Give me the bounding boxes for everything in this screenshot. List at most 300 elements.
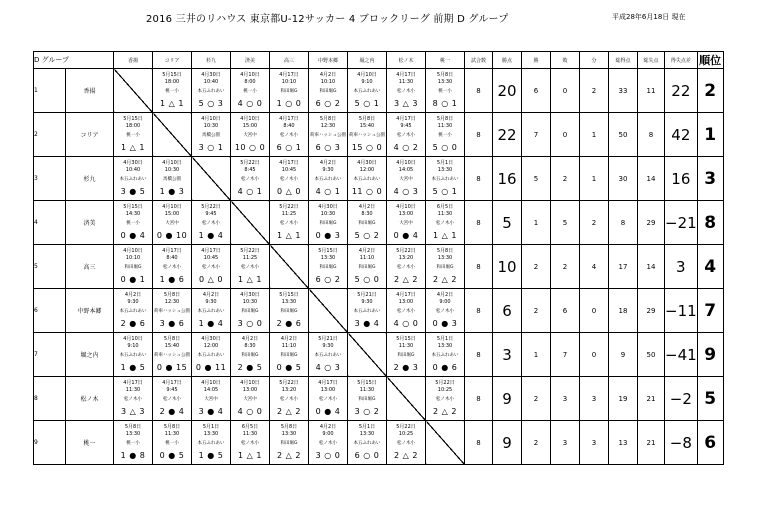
- match-venue: 桃一小: [165, 89, 179, 94]
- match-date: 4月2日: [358, 204, 376, 210]
- match-time: 10:45: [281, 167, 297, 173]
- draw-value: 3: [580, 377, 609, 421]
- match-time: 10:25: [398, 431, 414, 437]
- match-date: 4月2日: [319, 160, 337, 166]
- rank-value: 6: [697, 421, 723, 465]
- match-score: 1 ● 8: [120, 451, 146, 460]
- league-table: [33, 51, 724, 465]
- opp-header: 中野本郷: [309, 52, 348, 69]
- group-header: D グループ: [34, 52, 114, 69]
- match-date: 5月22日: [240, 248, 260, 254]
- goals-against-value: 14: [638, 245, 665, 289]
- match-cell: [309, 113, 348, 157]
- match-time: 13:00: [320, 387, 336, 393]
- match-venue: 松ノ木小: [436, 221, 454, 226]
- match-date: 5月15日: [396, 336, 416, 342]
- match-cell: [192, 69, 231, 113]
- rank-header: 順位: [697, 52, 723, 69]
- match-venue: 桃一小: [126, 221, 140, 226]
- team-name: コリア: [66, 113, 114, 157]
- points-value: 9: [493, 377, 522, 421]
- match-time: 12:00: [203, 343, 219, 349]
- match-score: 6 ○ 1: [276, 143, 302, 152]
- match-cell: [114, 289, 153, 333]
- match-date: 4月30日: [201, 336, 221, 342]
- match-score: 4 ○ 2: [393, 143, 419, 152]
- match-cell: [387, 201, 426, 245]
- win-value: 1: [522, 333, 551, 377]
- opp-header: 堀之内: [348, 52, 387, 69]
- win-value: 5: [522, 157, 551, 201]
- match-score: 1 △ 1: [433, 231, 457, 240]
- match-date: 4月10日: [240, 72, 260, 78]
- match-date: 5月8日: [163, 292, 181, 298]
- goals-for-header: 総得点: [609, 52, 638, 69]
- match-date: 5月22日: [435, 380, 455, 386]
- match-date: 5月22日: [396, 248, 416, 254]
- match-time: 13:20: [281, 387, 297, 393]
- match-venue: 松ノ木小: [319, 441, 337, 446]
- match-date: 5月8日: [436, 116, 454, 122]
- goals-against-value: 21: [638, 377, 665, 421]
- win-value: 6: [522, 69, 551, 113]
- match-time: 11:30: [437, 211, 453, 217]
- match-date: 5月15日: [357, 380, 377, 386]
- match-time: 8:45: [244, 167, 256, 173]
- match-date: 6月5日: [436, 204, 454, 210]
- match-time: 13:30: [125, 431, 141, 437]
- match-time: 9:45: [400, 123, 412, 129]
- table-row: [34, 157, 724, 201]
- table-row: [34, 333, 724, 377]
- rank-value: 5: [697, 377, 723, 421]
- match-time: 9:30: [205, 299, 217, 305]
- match-score: 2 △ 2: [277, 407, 301, 416]
- match-score: 2 ● 5: [237, 363, 263, 372]
- match-time: 13:20: [398, 255, 414, 261]
- match-date: 4月17日: [396, 116, 416, 122]
- played-value: 8: [465, 113, 493, 157]
- match-score: 5 ○ 0: [432, 143, 458, 152]
- match-date: 4月2日: [319, 72, 337, 78]
- match-venue: 松ノ木小: [397, 265, 415, 270]
- match-date: 4月10日: [240, 116, 260, 122]
- match-venue: 桃一小: [126, 441, 140, 446]
- rank-value: 9: [697, 333, 723, 377]
- match-venue: 松ノ木小: [241, 177, 259, 182]
- goals-for-value: 30: [609, 157, 638, 201]
- table-row: [34, 245, 724, 289]
- played-value: 8: [465, 201, 493, 245]
- self-match-cell: [231, 201, 270, 245]
- team-number: 4: [34, 201, 66, 245]
- match-cell: [426, 333, 465, 377]
- as-of-date: 平成28年6月18日 現在: [612, 13, 686, 21]
- match-cell: [270, 421, 309, 465]
- team-number: 1: [34, 69, 66, 113]
- rank-value: 7: [697, 289, 723, 333]
- table-row: [34, 201, 724, 245]
- loss-value: 2: [551, 157, 580, 201]
- match-date: 5月8日: [436, 248, 454, 254]
- goals-for-value: 18: [609, 289, 638, 333]
- match-venue: 松ノ木小: [436, 309, 454, 314]
- goals-against-value: 29: [638, 201, 665, 245]
- match-time: 9:00: [439, 299, 451, 305]
- match-time: 8:40: [283, 123, 295, 129]
- match-cell: [387, 421, 426, 465]
- opp-header: 桃一: [426, 52, 465, 69]
- match-time: 13:30: [437, 167, 453, 173]
- match-time: 9:30: [127, 299, 139, 305]
- match-date: 4月30日: [318, 204, 338, 210]
- match-score: 4 ○ 1: [315, 187, 341, 196]
- table-row: [34, 421, 724, 465]
- points-header: 勝点: [493, 52, 522, 69]
- points-value: 5: [493, 201, 522, 245]
- match-venue: 本五ふれあい: [431, 177, 459, 182]
- match-cell: [309, 69, 348, 113]
- match-date: 4月17日: [201, 248, 221, 254]
- match-cell: [153, 157, 192, 201]
- match-score: 1 ● 3: [159, 187, 185, 196]
- opp-header: コリア: [153, 52, 192, 69]
- match-venue: 松ノ木小: [319, 397, 337, 402]
- match-score: 0 ● 6: [432, 363, 458, 372]
- points-value: 10: [493, 245, 522, 289]
- match-time: 9:30: [361, 299, 373, 305]
- match-time: 10:30: [320, 211, 336, 217]
- match-time: 13:30: [281, 431, 297, 437]
- match-time: 12:00: [359, 167, 375, 173]
- goals-for-value: 9: [609, 333, 638, 377]
- match-cell: [348, 289, 387, 333]
- draw-value: 0: [580, 289, 609, 333]
- match-time: 13:30: [359, 431, 375, 437]
- match-venue: 本五ふれあい: [314, 177, 342, 182]
- goals-against-header: 総失点: [638, 52, 665, 69]
- match-venue: 本五ふれあい: [314, 353, 342, 358]
- match-score: 3 ● 5: [120, 187, 146, 196]
- match-score: 5 ○ 0: [354, 275, 380, 284]
- match-venue: 松ノ木小: [163, 397, 181, 402]
- goals-against-value: 8: [638, 113, 665, 157]
- match-venue: 松ノ木小: [202, 221, 220, 226]
- match-time: 11:30: [125, 387, 141, 393]
- match-date: 5月15日: [162, 72, 182, 78]
- goal-diff-header: 得失点差: [665, 52, 698, 69]
- played-value: 8: [465, 289, 493, 333]
- match-venue: 和田堀G: [319, 89, 337, 94]
- match-time: 9:30: [322, 343, 334, 349]
- match-score: 1 ● 6: [159, 275, 185, 284]
- match-cell: [114, 333, 153, 377]
- team-name: 堀之内: [66, 333, 114, 377]
- loss-header: 敗: [551, 52, 580, 69]
- match-cell: [192, 289, 231, 333]
- match-venue: 大宮中: [399, 221, 413, 226]
- match-time: 15:00: [164, 211, 180, 217]
- match-venue: 本五ふれあい: [197, 353, 225, 358]
- match-date: 4月17日: [396, 292, 416, 298]
- match-time: 10:30: [203, 123, 219, 129]
- match-venue: 馬橋公園: [202, 133, 220, 138]
- match-score: 2 △ 2: [394, 451, 418, 460]
- match-time: 9:45: [166, 387, 178, 393]
- match-date: 5月15日: [318, 248, 338, 254]
- team-name: 桃一: [66, 421, 114, 465]
- goals-for-value: 13: [609, 421, 638, 465]
- goals-against-value: 21: [638, 421, 665, 465]
- match-time: 11:25: [281, 211, 297, 217]
- goals-against-value: 29: [638, 289, 665, 333]
- win-value: 1: [522, 201, 551, 245]
- opp-header: 済美: [231, 52, 270, 69]
- team-number: 3: [34, 157, 66, 201]
- match-date: 4月17日: [123, 380, 143, 386]
- match-cell: [270, 113, 309, 157]
- match-venue: 和田堀G: [436, 265, 454, 270]
- self-match-cell: [270, 245, 309, 289]
- match-date: 4月30日: [357, 160, 377, 166]
- played-value: 8: [465, 245, 493, 289]
- match-venue: 和田堀G: [319, 265, 337, 270]
- match-score: 8 ○ 1: [432, 99, 458, 108]
- match-time: 14:05: [398, 167, 414, 173]
- played-value: 8: [465, 333, 493, 377]
- points-value: 22: [493, 113, 522, 157]
- match-venue: 本五ふれあい: [197, 309, 225, 314]
- team-name: 香揚: [66, 69, 114, 113]
- draw-value: 2: [580, 69, 609, 113]
- loss-value: 7: [551, 333, 580, 377]
- match-date: 4月2日: [358, 248, 376, 254]
- match-date: 4月10日: [162, 204, 182, 210]
- match-cell: [309, 157, 348, 201]
- match-score: 0 ● 5: [276, 363, 302, 372]
- match-cell: [192, 377, 231, 421]
- match-venue: 本五ふれあい: [353, 177, 381, 182]
- match-score: 3 ● 4: [354, 319, 380, 328]
- match-time: 10:25: [437, 387, 453, 393]
- match-cell: [231, 157, 270, 201]
- match-venue: 和田堀G: [280, 441, 298, 446]
- match-score: 0 ● 10: [156, 231, 188, 240]
- match-date: 5月22日: [279, 380, 299, 386]
- rank-value: 2: [697, 69, 723, 113]
- match-cell: [231, 421, 270, 465]
- match-date: 4月10日: [123, 248, 143, 254]
- match-cell: [114, 421, 153, 465]
- match-date: 5月22日: [240, 160, 260, 166]
- match-venue: 本五ふれあい: [119, 309, 147, 314]
- match-time: 11:30: [437, 123, 453, 129]
- match-venue: 桃一小: [165, 441, 179, 446]
- title-bar: [0, 10, 775, 28]
- match-cell: [231, 69, 270, 113]
- team-name: 中野本郷: [66, 289, 114, 333]
- match-date: 4月17日: [318, 380, 338, 386]
- win-header: 勝: [522, 52, 551, 69]
- match-venue: 松ノ木小: [397, 133, 415, 138]
- match-cell: [192, 201, 231, 245]
- match-time: 18:00: [125, 123, 141, 129]
- match-venue: 本五ふれあい: [431, 353, 459, 358]
- draw-header: 分: [580, 52, 609, 69]
- match-cell: [309, 421, 348, 465]
- match-score: 1 ● 4: [198, 319, 224, 328]
- team-number: 2: [34, 113, 66, 157]
- points-value: 6: [493, 289, 522, 333]
- match-venue: 大宮中: [165, 221, 179, 226]
- match-score: 0 ● 15: [156, 363, 188, 372]
- match-score: 3 ○ 0: [237, 319, 263, 328]
- table-row: [34, 69, 724, 113]
- match-cell: [114, 113, 153, 157]
- match-venue: 和田堀G: [280, 309, 298, 314]
- header-row: [34, 52, 724, 69]
- match-cell: [114, 201, 153, 245]
- opp-header: 高三: [270, 52, 309, 69]
- match-cell: [153, 245, 192, 289]
- match-time: 10:40: [125, 167, 141, 173]
- match-venue: 和田堀G: [397, 353, 415, 358]
- played-value: 8: [465, 69, 493, 113]
- goals-for-value: 8: [609, 201, 638, 245]
- match-venue: 桃一小: [438, 133, 452, 138]
- match-venue: 和田堀G: [358, 265, 376, 270]
- match-date: 5月1日: [436, 160, 454, 166]
- match-score: 0 ● 3: [432, 319, 458, 328]
- match-time: 12:30: [320, 123, 336, 129]
- goal-diff-value: −2: [665, 377, 698, 421]
- match-date: 5月22日: [279, 204, 299, 210]
- match-score: 0 ● 5: [159, 451, 185, 460]
- match-cell: [231, 377, 270, 421]
- match-score: 3 ○ 2: [354, 407, 380, 416]
- team-name: 高三: [66, 245, 114, 289]
- match-date: 4月17日: [162, 380, 182, 386]
- self-match-cell: [348, 333, 387, 377]
- match-venue: 本五ふれあい: [197, 441, 225, 446]
- match-venue: 大宮中: [243, 397, 257, 402]
- match-cell: [153, 421, 192, 465]
- match-cell: [192, 113, 231, 157]
- match-time: 11:30: [398, 343, 414, 349]
- match-score: 4 ○ 3: [315, 363, 341, 372]
- match-score: 3 ○ 1: [198, 143, 224, 152]
- match-date: 4月2日: [280, 336, 298, 342]
- rank-value: 8: [697, 201, 723, 245]
- match-score: 5 ○ 3: [198, 99, 224, 108]
- match-cell: [348, 201, 387, 245]
- match-cell: [426, 201, 465, 245]
- match-date: 5月8日: [163, 424, 181, 430]
- match-date: 4月2日: [124, 292, 142, 298]
- match-cell: [426, 289, 465, 333]
- team-number: 7: [34, 333, 66, 377]
- match-cell: [192, 333, 231, 377]
- goals-for-value: 50: [609, 113, 638, 157]
- match-date: 5月1日: [202, 424, 220, 430]
- match-score: 1 △ 1: [121, 143, 145, 152]
- match-venue: 松ノ木小: [397, 441, 415, 446]
- match-score: 2 ● 4: [159, 407, 185, 416]
- match-time: 11:30: [359, 387, 375, 393]
- match-time: 9:10: [127, 343, 139, 349]
- match-time: 10:10: [125, 255, 141, 261]
- match-venue: 荷車ハッシュ公園: [310, 133, 346, 138]
- match-date: 4月17日: [396, 72, 416, 78]
- match-date: 4月2日: [436, 292, 454, 298]
- match-score: 0 ● 4: [393, 231, 419, 240]
- table-row: [34, 289, 724, 333]
- match-date: 5月8日: [436, 72, 454, 78]
- self-match-cell: [309, 289, 348, 333]
- match-cell: [192, 245, 231, 289]
- match-score: 6 ○ 2: [315, 99, 341, 108]
- match-date: 6月5日: [241, 424, 259, 430]
- loss-value: 6: [551, 289, 580, 333]
- match-cell: [309, 201, 348, 245]
- match-score: 4 ○ 1: [237, 187, 263, 196]
- team-number: 8: [34, 377, 66, 421]
- match-venue: 桃一小: [438, 89, 452, 94]
- self-match-cell: [192, 157, 231, 201]
- match-time: 8:40: [166, 255, 178, 261]
- match-cell: [114, 377, 153, 421]
- match-date: 4月10日: [123, 336, 143, 342]
- match-cell: [270, 157, 309, 201]
- match-cell: [231, 113, 270, 157]
- match-venue: 桃一小: [243, 89, 257, 94]
- match-venue: 荷車ハッシュ公園: [349, 133, 385, 138]
- match-time: 10:10: [281, 79, 297, 85]
- match-score: 10 ○ 0: [234, 143, 266, 152]
- self-match-cell: [387, 377, 426, 421]
- match-score: 6 ○ 2: [315, 275, 341, 284]
- match-cell: [426, 69, 465, 113]
- match-venue: 和田堀G: [241, 309, 259, 314]
- match-cell: [270, 289, 309, 333]
- self-match-cell: [426, 421, 465, 465]
- match-time: 13:00: [398, 299, 414, 305]
- draw-value: 1: [580, 113, 609, 157]
- match-venue: 松ノ木小: [241, 265, 259, 270]
- goals-for-value: 19: [609, 377, 638, 421]
- match-score: 2 ● 6: [276, 319, 302, 328]
- match-venue: 桃一小: [126, 133, 140, 138]
- match-score: 2 △ 2: [433, 275, 457, 284]
- goals-for-value: 33: [609, 69, 638, 113]
- loss-value: 0: [551, 69, 580, 113]
- match-cell: [426, 157, 465, 201]
- match-time: 12:30: [164, 299, 180, 305]
- match-cell: [114, 157, 153, 201]
- match-cell: [348, 157, 387, 201]
- match-venue: 和田堀G: [124, 265, 142, 270]
- match-cell: [387, 157, 426, 201]
- match-date: 4月17日: [279, 72, 299, 78]
- match-cell: [309, 245, 348, 289]
- match-score: 5 ○ 2: [354, 231, 380, 240]
- match-venue: 松ノ木小: [280, 133, 298, 138]
- match-venue: 松ノ木小: [436, 397, 454, 402]
- match-score: 1 ● 4: [198, 231, 224, 240]
- loss-value: 3: [551, 377, 580, 421]
- match-score: 5 ○ 1: [432, 187, 458, 196]
- match-time: 15:40: [359, 123, 375, 129]
